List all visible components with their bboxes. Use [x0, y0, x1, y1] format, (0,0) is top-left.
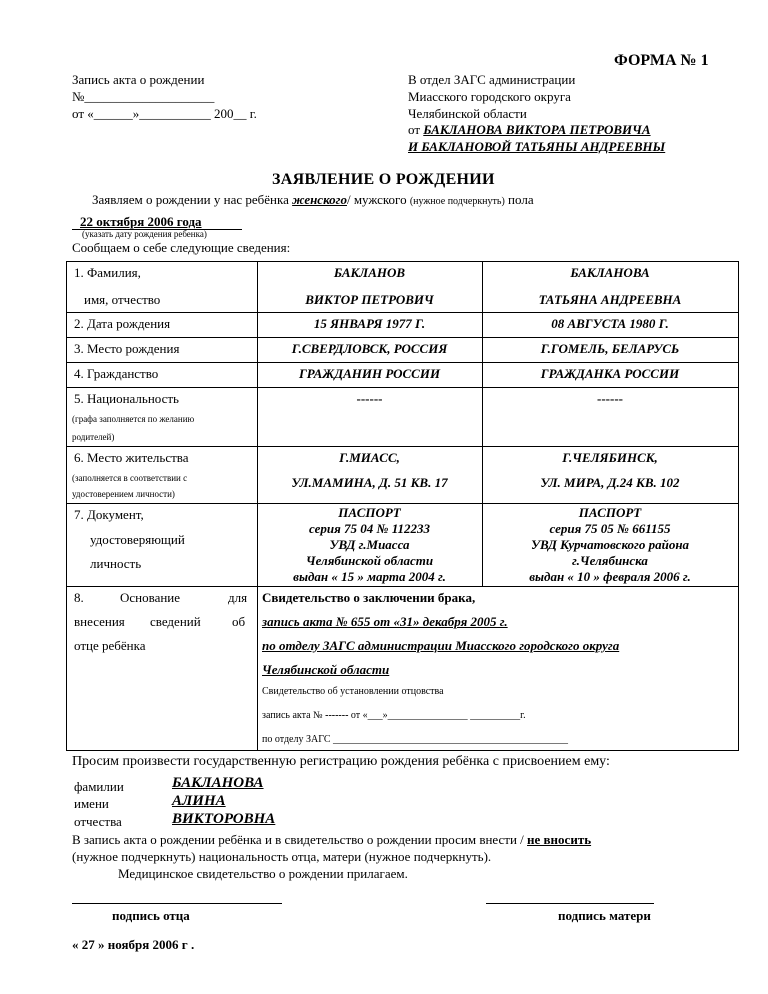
father-signature-label: подпись отца [112, 908, 190, 923]
row7-label-a: 7. Документ, [74, 507, 144, 522]
father-signature-line [72, 903, 282, 904]
gender-statement: Заявляем о рождении у нас ребёнка женского/ мужского (нужное подчеркнуть) пола [92, 192, 534, 207]
paternity-cert: Свидетельство об установлении отцовства [262, 686, 444, 697]
row1-label-b: имя, отчество [84, 292, 161, 307]
mother-signature-label: подпись матери [558, 908, 651, 923]
basis-region: Челябинской области [262, 662, 390, 677]
row6-hint-b: удостоверением личности) [72, 489, 175, 499]
father-doc-issuer: УВД г.Миасса [329, 537, 410, 552]
row6-hint-a: (заполняется в соответствии с [72, 473, 188, 483]
father-doc-region: Челябинской области [305, 553, 434, 568]
father-city: Г.МИАСС, [339, 450, 400, 465]
father-street: УЛ.МАМИНА, Д. 51 КВ. 17 [291, 475, 448, 490]
nationality-request: В запись акта о рождении ребёнка и в свидетельство о рождении просим внести / не вносить [72, 832, 592, 847]
form-number: ФОРМА № 1 [614, 52, 709, 69]
row5-label: 5. Национальность [74, 391, 179, 406]
row4-label: 4. Гражданство [74, 366, 159, 381]
row8-label-a3: для [228, 590, 248, 605]
father-surname: БАКЛАНОВ [333, 265, 406, 280]
mother-doc-series: серия 75 05 № 661155 [549, 521, 671, 536]
row2-label: 2. Дата рождения [74, 316, 171, 331]
row5-hint-b: родителей) [72, 432, 115, 442]
page-title: ЗАЯВЛЕНИЕ О РОЖДЕНИИ [272, 171, 495, 188]
row7-label-b: удостоверяющий [90, 532, 185, 547]
father-name: ВИКТОР ПЕТРОВИЧ [305, 292, 434, 307]
row7-label-c: личность [90, 556, 142, 571]
gender-selected: женского [292, 192, 347, 207]
basis-marriage-cert: Свидетельство о заключении брака, [262, 590, 476, 605]
paternity-record: запись акта № ------- от «___»________________ __________г. [262, 710, 526, 721]
mother-doc-issuer: УВД Курчатовского района [530, 537, 690, 552]
mother-birth-place: Г.ГОМЕЛЬ, БЕЛАРУСЬ [540, 341, 680, 356]
mother-name: ТАТЬЯНА АНДРЕЕВНА [538, 292, 682, 307]
father-doc-type: ПАСПОРТ [338, 505, 401, 520]
mother-citizenship: ГРАЖДАНКА РОССИИ [540, 366, 680, 381]
applicant-mother-name: И БАКЛАНОВОЙ ТАТЬЯНЫ АНДРЕЕВНЫ [408, 139, 666, 154]
basis-record-number: запись акта № 655 от «31» декабря 2005 г. [262, 614, 508, 629]
mother-surname: БАКЛАНОВА [570, 265, 650, 280]
addressee-from: от БАКЛАНОВА ВИКТОРА ПЕТРОВИЧА [408, 122, 651, 137]
registration-request: Просим произвести государственную регистрацию рождения ребёнка с присвоением ему: [72, 754, 610, 769]
record-title: Запись акта о рождении [72, 72, 205, 87]
child-name: АЛИНА [172, 793, 226, 809]
child-name-label: имени [74, 796, 109, 811]
nationality-selected: не вносить [527, 832, 592, 847]
birth-date-hint: (указать дату рождения ребенка) [82, 229, 207, 239]
row8-label-b3: об [232, 614, 246, 629]
addressee-line2: Миасского городского округа [408, 89, 571, 104]
record-number-line: №____________________ [72, 89, 215, 104]
father-birth-date: 15 ЯНВАРЯ 1977 Г. [313, 316, 426, 331]
child-surname-label: фамилии [74, 779, 124, 794]
basis-registry-office: по отделу ЗАГС администрации Миасского городского округа [262, 638, 620, 653]
mother-birth-date: 08 АВГУСТА 1980 Г. [551, 316, 669, 331]
mother-doc-issued: выдан « 10 » февраля 2006 г. [529, 569, 691, 584]
paternity-office: по отделу ЗАГС _______________________________________________ [262, 734, 569, 745]
row8-label-a1: 8. [74, 590, 84, 605]
mother-signature-line [486, 903, 654, 904]
mother-nationality: ------ [597, 391, 623, 406]
row5-hint-a: (графа заполняется по желанию [72, 414, 195, 424]
addressee-line1: В отдел ЗАГС администрации [408, 72, 576, 87]
mother-doc-type: ПАСПОРТ [578, 505, 642, 520]
record-date-line: от «______»___________ 200__ г. [72, 106, 257, 121]
row1-label-a: 1. Фамилия, [74, 265, 141, 280]
nationality-hint: (нужное подчеркнуть) национальность отца, матери (нужное подчеркнуть). [72, 849, 492, 864]
mother-doc-region: г.Челябинска [572, 553, 648, 568]
row8-label-c: отце ребёнка [74, 638, 146, 653]
child-patronymic-label: отчества [74, 814, 122, 829]
row3-label: 3. Место рождения [74, 341, 180, 356]
father-doc-issued: выдан « 15 » марта 2004 г. [293, 569, 446, 584]
father-nationality: ------ [356, 391, 383, 406]
row6-label: 6. Место жительства [74, 450, 189, 465]
child-birth-date: 22 октября 2006 года [80, 214, 202, 229]
father-citizenship: ГРАЖДАНИН РОССИИ [298, 366, 441, 381]
row8-label-b2: сведений [150, 614, 201, 629]
child-patronymic: ВИКТОРОВНА [172, 811, 276, 827]
medical-cert-note: Медицинское свидетельство о рождении прилагаем. [118, 866, 408, 881]
mother-city: Г.ЧЕЛЯБИНСК, [562, 450, 658, 465]
child-surname: БАКЛАНОВА [172, 775, 264, 791]
row8-label-a2: Основание [120, 590, 181, 605]
addressee-line3: Челябинской области [408, 106, 527, 121]
applicant-father-name: БАКЛАНОВА ВИКТОРА ПЕТРОВИЧА [423, 122, 651, 137]
father-birth-place: Г.СВЕРДЛОВСК, РОССИЯ [291, 341, 448, 356]
application-date: « 27 » ноября 2006 г . [72, 937, 195, 952]
info-line: Сообщаем о себе следующие сведения: [72, 240, 291, 255]
row8-label-b1: внесения [74, 614, 125, 629]
father-doc-series: серия 75 04 № 112233 [309, 521, 430, 536]
mother-street: УЛ. МИРА, Д.24 КВ. 102 [540, 475, 680, 490]
